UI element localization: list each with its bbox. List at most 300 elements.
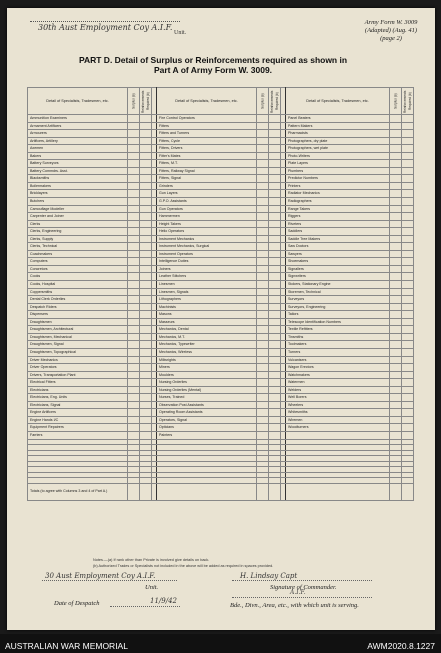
specialist-cell: Machinists <box>157 303 257 311</box>
specialist-cell: Clerks <box>28 220 128 228</box>
reinforcement-cell <box>402 394 414 402</box>
totals-label: Totals (to agree with Columns 3 and 4 of Part A.) <box>28 483 128 500</box>
reinforcement-cell <box>140 167 152 175</box>
specialist-cell: Driver Operators <box>28 364 128 372</box>
reinforcement-cell <box>402 379 414 387</box>
surplus-cell <box>128 431 140 439</box>
reinforcement-cell <box>140 288 152 296</box>
surplus-cell <box>128 318 140 326</box>
specialist-cell: Axemen <box>28 145 128 153</box>
reinforcement-cell <box>140 250 152 258</box>
surplus-cell <box>390 258 402 266</box>
commander-signature: H. Lindsay Capt <box>240 572 298 580</box>
notes <box>93 558 353 569</box>
specialist-cell <box>286 431 390 439</box>
specialist-cell: Bricklayers <box>28 190 128 198</box>
specialist-cell: Panel Beaters <box>286 115 390 123</box>
surplus-cell <box>257 348 269 356</box>
surplus-cell <box>390 379 402 387</box>
specialist-cell: Predictor Numbers <box>286 175 390 183</box>
specialist-cell: Woodturners <box>286 424 390 432</box>
reinforcement-cell <box>140 152 152 160</box>
table-row <box>28 311 414 319</box>
reinforcement-cell <box>269 333 281 341</box>
surplus-cell <box>128 130 140 138</box>
surplus-cell <box>390 198 402 206</box>
reinforcement-cell <box>269 213 281 221</box>
surplus-cell <box>257 228 269 236</box>
unit-handwritten-signature: 30 Aust Employment Coy A.I.F. <box>45 572 156 580</box>
reinforcement-cell <box>269 152 281 160</box>
surplus-cell <box>128 348 140 356</box>
specialist-cell: Sawyers <box>286 250 390 258</box>
surplus-cell <box>128 288 140 296</box>
reinforcement-cell <box>402 228 414 236</box>
surplus-cell <box>390 205 402 213</box>
specialist-cell: Storemen, Technical <box>286 288 390 296</box>
reinforcement-cell <box>140 371 152 379</box>
table-row <box>28 175 414 183</box>
reinforcement-cell <box>269 296 281 304</box>
table-row <box>28 152 414 160</box>
specialist-cell: Photographers, dry plate <box>286 137 390 145</box>
table-row <box>28 145 414 153</box>
totals-cell <box>128 483 140 500</box>
surplus-cell <box>257 394 269 402</box>
date-label: Date of Despatch <box>54 600 100 607</box>
specialist-cell: Clerks, Technical <box>28 243 128 251</box>
surplus-cell <box>257 160 269 168</box>
specialist-cell: Fitters <box>157 122 257 130</box>
surplus-cell <box>257 243 269 251</box>
surplus-cell <box>390 130 402 138</box>
surplus-cell <box>390 243 402 251</box>
specialist-cell: Signallers <box>286 265 390 273</box>
reinforcement-cell <box>402 424 414 432</box>
reinforcement-cell <box>402 401 414 409</box>
table-row <box>28 122 414 130</box>
reinforcement-cell <box>140 386 152 394</box>
reinforcement-cell <box>269 190 281 198</box>
surplus-cell <box>257 250 269 258</box>
surplus-cell <box>128 213 140 221</box>
specialist-cell: Mechanics, Typewriter <box>157 341 257 349</box>
table-row <box>28 167 414 175</box>
surplus-cell <box>390 333 402 341</box>
specialist-cell: Height Takers <box>157 220 257 228</box>
surplus-cell <box>128 198 140 206</box>
surplus-cell <box>257 167 269 175</box>
specialist-cell: Photo-Writers <box>286 152 390 160</box>
table-row <box>28 386 414 394</box>
reinforcement-cell <box>140 265 152 273</box>
table-row <box>28 235 414 243</box>
specialist-cell: Operating Room Assistants <box>157 409 257 417</box>
reinforcement-cell <box>140 326 152 334</box>
reinforcement-cell <box>269 250 281 258</box>
reinforcement-cell <box>402 273 414 281</box>
surplus-cell <box>257 281 269 289</box>
totals-cell <box>286 483 390 500</box>
specialist-cell: Draughtsmen, Signal <box>28 341 128 349</box>
specialist-cell: Leather Stitchers <box>157 273 257 281</box>
specialist-cell: Whitesmiths <box>286 409 390 417</box>
surplus-cell <box>257 356 269 364</box>
specialist-cell: Radiographers <box>286 198 390 206</box>
surplus-cell <box>128 401 140 409</box>
surplus-cell <box>390 160 402 168</box>
specialist-cell: Hammermen <box>157 213 257 221</box>
totals-cell <box>269 483 281 500</box>
reinforcement-cell <box>269 258 281 266</box>
footer-credit: AUSTRALIAN WAR MEMORIAL <box>5 641 128 651</box>
surplus-cell <box>390 190 402 198</box>
form-ref-line: (Adapted) (Aug. 41) <box>364 27 418 34</box>
specialist-cell: Well Borers <box>286 394 390 402</box>
surplus-cell <box>390 152 402 160</box>
reinforcement-cell <box>402 326 414 334</box>
reinforcement-cell <box>140 311 152 319</box>
reinforcement-cell <box>269 122 281 130</box>
table-row <box>28 288 414 296</box>
reinforcement-cell <box>140 137 152 145</box>
specialist-cell: Instrument Mechanics, Surgical <box>157 243 257 251</box>
surplus-cell <box>128 152 140 160</box>
specialist-cell: Wagon Erectors <box>286 364 390 372</box>
surplus-cell <box>390 115 402 123</box>
specialist-cell: Saw Doctors <box>286 243 390 251</box>
reinforcement-cell <box>269 318 281 326</box>
specialist-cell: Engine Artificers <box>28 409 128 417</box>
surplus-cell <box>390 296 402 304</box>
table-row <box>28 205 414 213</box>
surplus-cell <box>257 288 269 296</box>
reinforcement-cell <box>269 356 281 364</box>
surplus-cell <box>390 348 402 356</box>
surplus-cell <box>128 250 140 258</box>
specialist-cell: Toolmakers <box>286 341 390 349</box>
reinforcement-cell <box>402 213 414 221</box>
surplus-cell <box>390 311 402 319</box>
surplus-cell <box>128 205 140 213</box>
reinforcement-cell <box>402 190 414 198</box>
reinforcement-cell <box>140 356 152 364</box>
reinforcement-cell <box>269 401 281 409</box>
reinforcement-cell <box>140 160 152 168</box>
specialist-cell: Clerks, Engineering <box>28 228 128 236</box>
surplus-heading: Surplus (a) <box>128 88 140 115</box>
surplus-cell <box>257 235 269 243</box>
specialist-cell: Wheelers <box>286 401 390 409</box>
reinforcement-cell <box>140 115 152 123</box>
specialist-cell: Nursing Orderlies (Mental) <box>157 386 257 394</box>
surplus-cell <box>128 341 140 349</box>
table-row <box>28 356 414 364</box>
specialist-cell: Draughtsmen <box>28 318 128 326</box>
reinforcement-cell <box>269 198 281 206</box>
surplus-cell <box>128 122 140 130</box>
table-row <box>28 341 414 349</box>
table-header-row <box>28 88 414 115</box>
reinforcement-cell <box>402 152 414 160</box>
surplus-cell <box>390 250 402 258</box>
reinforcement-cell <box>269 273 281 281</box>
surplus-cell <box>390 167 402 175</box>
date-line <box>110 606 180 607</box>
reinforcement-cell <box>269 243 281 251</box>
reinforcement-cell <box>269 205 281 213</box>
reinforcement-cell <box>402 115 414 123</box>
specialist-cell: Range Takers <box>286 205 390 213</box>
surplus-cell <box>257 401 269 409</box>
table-row <box>28 258 414 266</box>
specialist-cell: Artificers, Artillery <box>28 137 128 145</box>
table-row <box>28 424 414 432</box>
surplus-cell <box>128 356 140 364</box>
title-line-2: Part A of Army Form W. 3009. <box>153 65 273 75</box>
surplus-cell <box>128 296 140 304</box>
reinforcement-cell <box>402 409 414 417</box>
totals-cell <box>402 483 414 500</box>
reinforcement-cell <box>140 220 152 228</box>
reinforcement-cell <box>269 326 281 334</box>
reinforcements-heading: Reinforcements Required (b) <box>402 88 414 115</box>
specialist-cell: Lithographers <box>157 296 257 304</box>
specialist-cell: Despatch Riders <box>28 303 128 311</box>
specialist-cell: Vulcanisers <box>286 356 390 364</box>
surplus-cell <box>128 137 140 145</box>
surplus-cell <box>257 318 269 326</box>
surplus-cell <box>128 265 140 273</box>
surplus-cell <box>390 182 402 190</box>
title-line-1: PART D. Detail of Surplus or Reinforcements required as shown in <box>78 55 348 65</box>
surplus-cell <box>128 160 140 168</box>
reinforcement-cell <box>269 409 281 417</box>
reinforcement-cell <box>140 424 152 432</box>
surplus-cell <box>257 386 269 394</box>
unit-label: Unit. <box>174 30 187 36</box>
surplus-cell <box>390 356 402 364</box>
reinforcement-cell <box>140 303 152 311</box>
specialist-cell: Dental Clerk Orderlies <box>28 296 128 304</box>
reinforcement-cell <box>140 379 152 387</box>
specialist-cell: G.P.O. Assistants <box>157 198 257 206</box>
surplus-cell <box>128 371 140 379</box>
surplus-cell <box>128 386 140 394</box>
specialist-cell: Fire Control Operators <box>157 115 257 123</box>
reinforcement-cell <box>140 175 152 183</box>
reinforcement-cell <box>402 160 414 168</box>
table-row <box>28 409 414 417</box>
surplus-cell <box>257 220 269 228</box>
table-row <box>28 333 414 341</box>
specialist-cell: Battery Surveyors <box>28 160 128 168</box>
surplus-cell <box>257 198 269 206</box>
surplus-cell <box>128 115 140 123</box>
surplus-cell <box>257 258 269 266</box>
table-row <box>28 273 414 281</box>
date-handwritten: 11/9/42 <box>150 597 177 605</box>
reinforcement-cell <box>269 137 281 145</box>
specialist-cell: Drivers, Transportation Plant <box>28 371 128 379</box>
surplus-cell <box>128 167 140 175</box>
surplus-cell <box>257 175 269 183</box>
specialist-cell: Battery Commdrs. Asst. <box>28 167 128 175</box>
surplus-cell <box>128 303 140 311</box>
specialist-cell: Cooks, Hospital <box>28 281 128 289</box>
reinforcement-cell <box>269 220 281 228</box>
table-row <box>28 371 414 379</box>
surplus-cell <box>390 273 402 281</box>
specialist-cell: Riveters <box>286 220 390 228</box>
surplus-cell <box>128 379 140 387</box>
surplus-cell <box>390 318 402 326</box>
surplus-cell <box>128 333 140 341</box>
table-row <box>28 220 414 228</box>
specialist-cell: Driver Mechanics <box>28 356 128 364</box>
reinforcement-cell <box>402 122 414 130</box>
specialist-cell: Coppersmiths <box>28 288 128 296</box>
bde-label: Bde., Divn., Area, etc., with which unit is serving. <box>230 602 359 609</box>
surplus-cell <box>390 416 402 424</box>
surplus-cell <box>390 431 402 439</box>
specialist-cell: Bakers <box>28 152 128 160</box>
surplus-cell <box>128 273 140 281</box>
specialist-cell: Masons <box>157 311 257 319</box>
table-row <box>28 348 414 356</box>
reinforcement-cell <box>140 318 152 326</box>
reinforcement-cell <box>269 115 281 123</box>
surplus-cell <box>257 273 269 281</box>
surplus-cell <box>128 424 140 432</box>
reinforcement-cell <box>140 341 152 349</box>
surplus-cell <box>128 145 140 153</box>
specialist-cell: Electricians <box>28 386 128 394</box>
specialist-cell: Saddlers <box>286 228 390 236</box>
reinforcement-cell <box>269 416 281 424</box>
surplus-cell <box>257 379 269 387</box>
specialist-cell: Computers <box>28 258 128 266</box>
surplus-cell <box>257 296 269 304</box>
reinforcement-cell <box>402 296 414 304</box>
reinforcement-cell <box>140 258 152 266</box>
specialist-cell: Welders <box>286 386 390 394</box>
surplus-cell <box>257 311 269 319</box>
table-row <box>28 401 414 409</box>
surplus-cell <box>257 122 269 130</box>
surplus-cell <box>390 341 402 349</box>
specialist-cell: Grinders <box>157 182 257 190</box>
specialist-cell: Pattern Makers <box>286 122 390 130</box>
reinforcement-cell <box>269 288 281 296</box>
specialist-cell: Plumbers <box>286 167 390 175</box>
specialist-cell: Textile Refitters <box>286 326 390 334</box>
reinforcement-cell <box>269 265 281 273</box>
specialists-table <box>27 87 414 501</box>
specialist-cell: Fitters, Cycle <box>157 137 257 145</box>
surplus-cell <box>257 431 269 439</box>
table-row <box>28 281 414 289</box>
reinforcement-cell <box>269 145 281 153</box>
specialist-cell: Millwrights <box>157 356 257 364</box>
reinforcement-cell <box>140 228 152 236</box>
reinforcement-cell <box>402 348 414 356</box>
surplus-cell <box>257 137 269 145</box>
specialist-cell: Moulders <box>157 371 257 379</box>
specialist-cell: Masseurs <box>157 318 257 326</box>
reinforcement-cell <box>140 348 152 356</box>
specialist-cell: Blacksmiths <box>28 175 128 183</box>
surplus-heading: Surplus (a) <box>257 88 269 115</box>
specialist-cell: Armourers <box>28 130 128 138</box>
surplus-cell <box>257 326 269 334</box>
specialist-cell: Painters <box>157 431 257 439</box>
table-row <box>28 228 414 236</box>
table-row <box>28 379 414 387</box>
specialist-cell: Ammunition Examiners <box>28 115 128 123</box>
reinforcement-cell <box>402 175 414 183</box>
col-heading: Detail of Specialists, Tradesmen, etc. <box>157 88 257 115</box>
footer-accession: AWM2020.8.1227 <box>367 641 435 651</box>
reinforcement-cell <box>402 303 414 311</box>
specialist-cell: Boilermakers <box>28 182 128 190</box>
totals-row <box>28 483 414 500</box>
specialist-cell: Pharmacists <box>286 130 390 138</box>
surplus-cell <box>257 424 269 432</box>
surplus-heading: Surplus (a) <box>390 88 402 115</box>
specialist-cell: Fitters and Turners <box>157 130 257 138</box>
form-ref-line: Army Form W. 3009 <box>364 19 418 26</box>
specialist-cell: Fitter's Mates <box>157 152 257 160</box>
surplus-cell <box>390 371 402 379</box>
specialist-cell: Cooks <box>28 273 128 281</box>
reinforcement-cell <box>140 416 152 424</box>
specialist-cell: Observation Post Assistants <box>157 401 257 409</box>
reinforcement-cell <box>402 371 414 379</box>
reinforcement-cell <box>140 364 152 372</box>
surplus-cell <box>257 205 269 213</box>
surplus-cell <box>390 394 402 402</box>
table-row <box>28 296 414 304</box>
reinforcement-cell <box>402 265 414 273</box>
reinforcement-cell <box>269 160 281 168</box>
totals-cell <box>140 483 152 500</box>
specialist-cell: Fitters, Railway Signal <box>157 167 257 175</box>
reinforcement-cell <box>140 145 152 153</box>
surplus-cell <box>128 175 140 183</box>
specialist-cell: Instrument Mechanics <box>157 235 257 243</box>
surplus-cell <box>128 326 140 334</box>
specialist-cell: Riggers <box>286 213 390 221</box>
table-row <box>28 364 414 372</box>
specialist-cell: Stokers, Stationary Engine <box>286 281 390 289</box>
reinforcement-cell <box>269 235 281 243</box>
reinforcement-cell <box>269 431 281 439</box>
reinforcements-heading: Reinforcements Required (b) <box>269 88 281 115</box>
unit-handwritten: 30th Aust Employment Coy A.I.F. <box>38 23 173 32</box>
reinforcement-cell <box>269 424 281 432</box>
reinforcement-cell <box>140 281 152 289</box>
table-row <box>28 243 414 251</box>
specialist-cell: Watchmakers <box>286 371 390 379</box>
reinforcement-cell <box>402 356 414 364</box>
reinforcement-cell <box>402 198 414 206</box>
surplus-cell <box>257 213 269 221</box>
reinforcement-cell <box>402 416 414 424</box>
reinforcement-cell <box>269 130 281 138</box>
reinforcement-cell <box>269 167 281 175</box>
surplus-cell <box>128 182 140 190</box>
